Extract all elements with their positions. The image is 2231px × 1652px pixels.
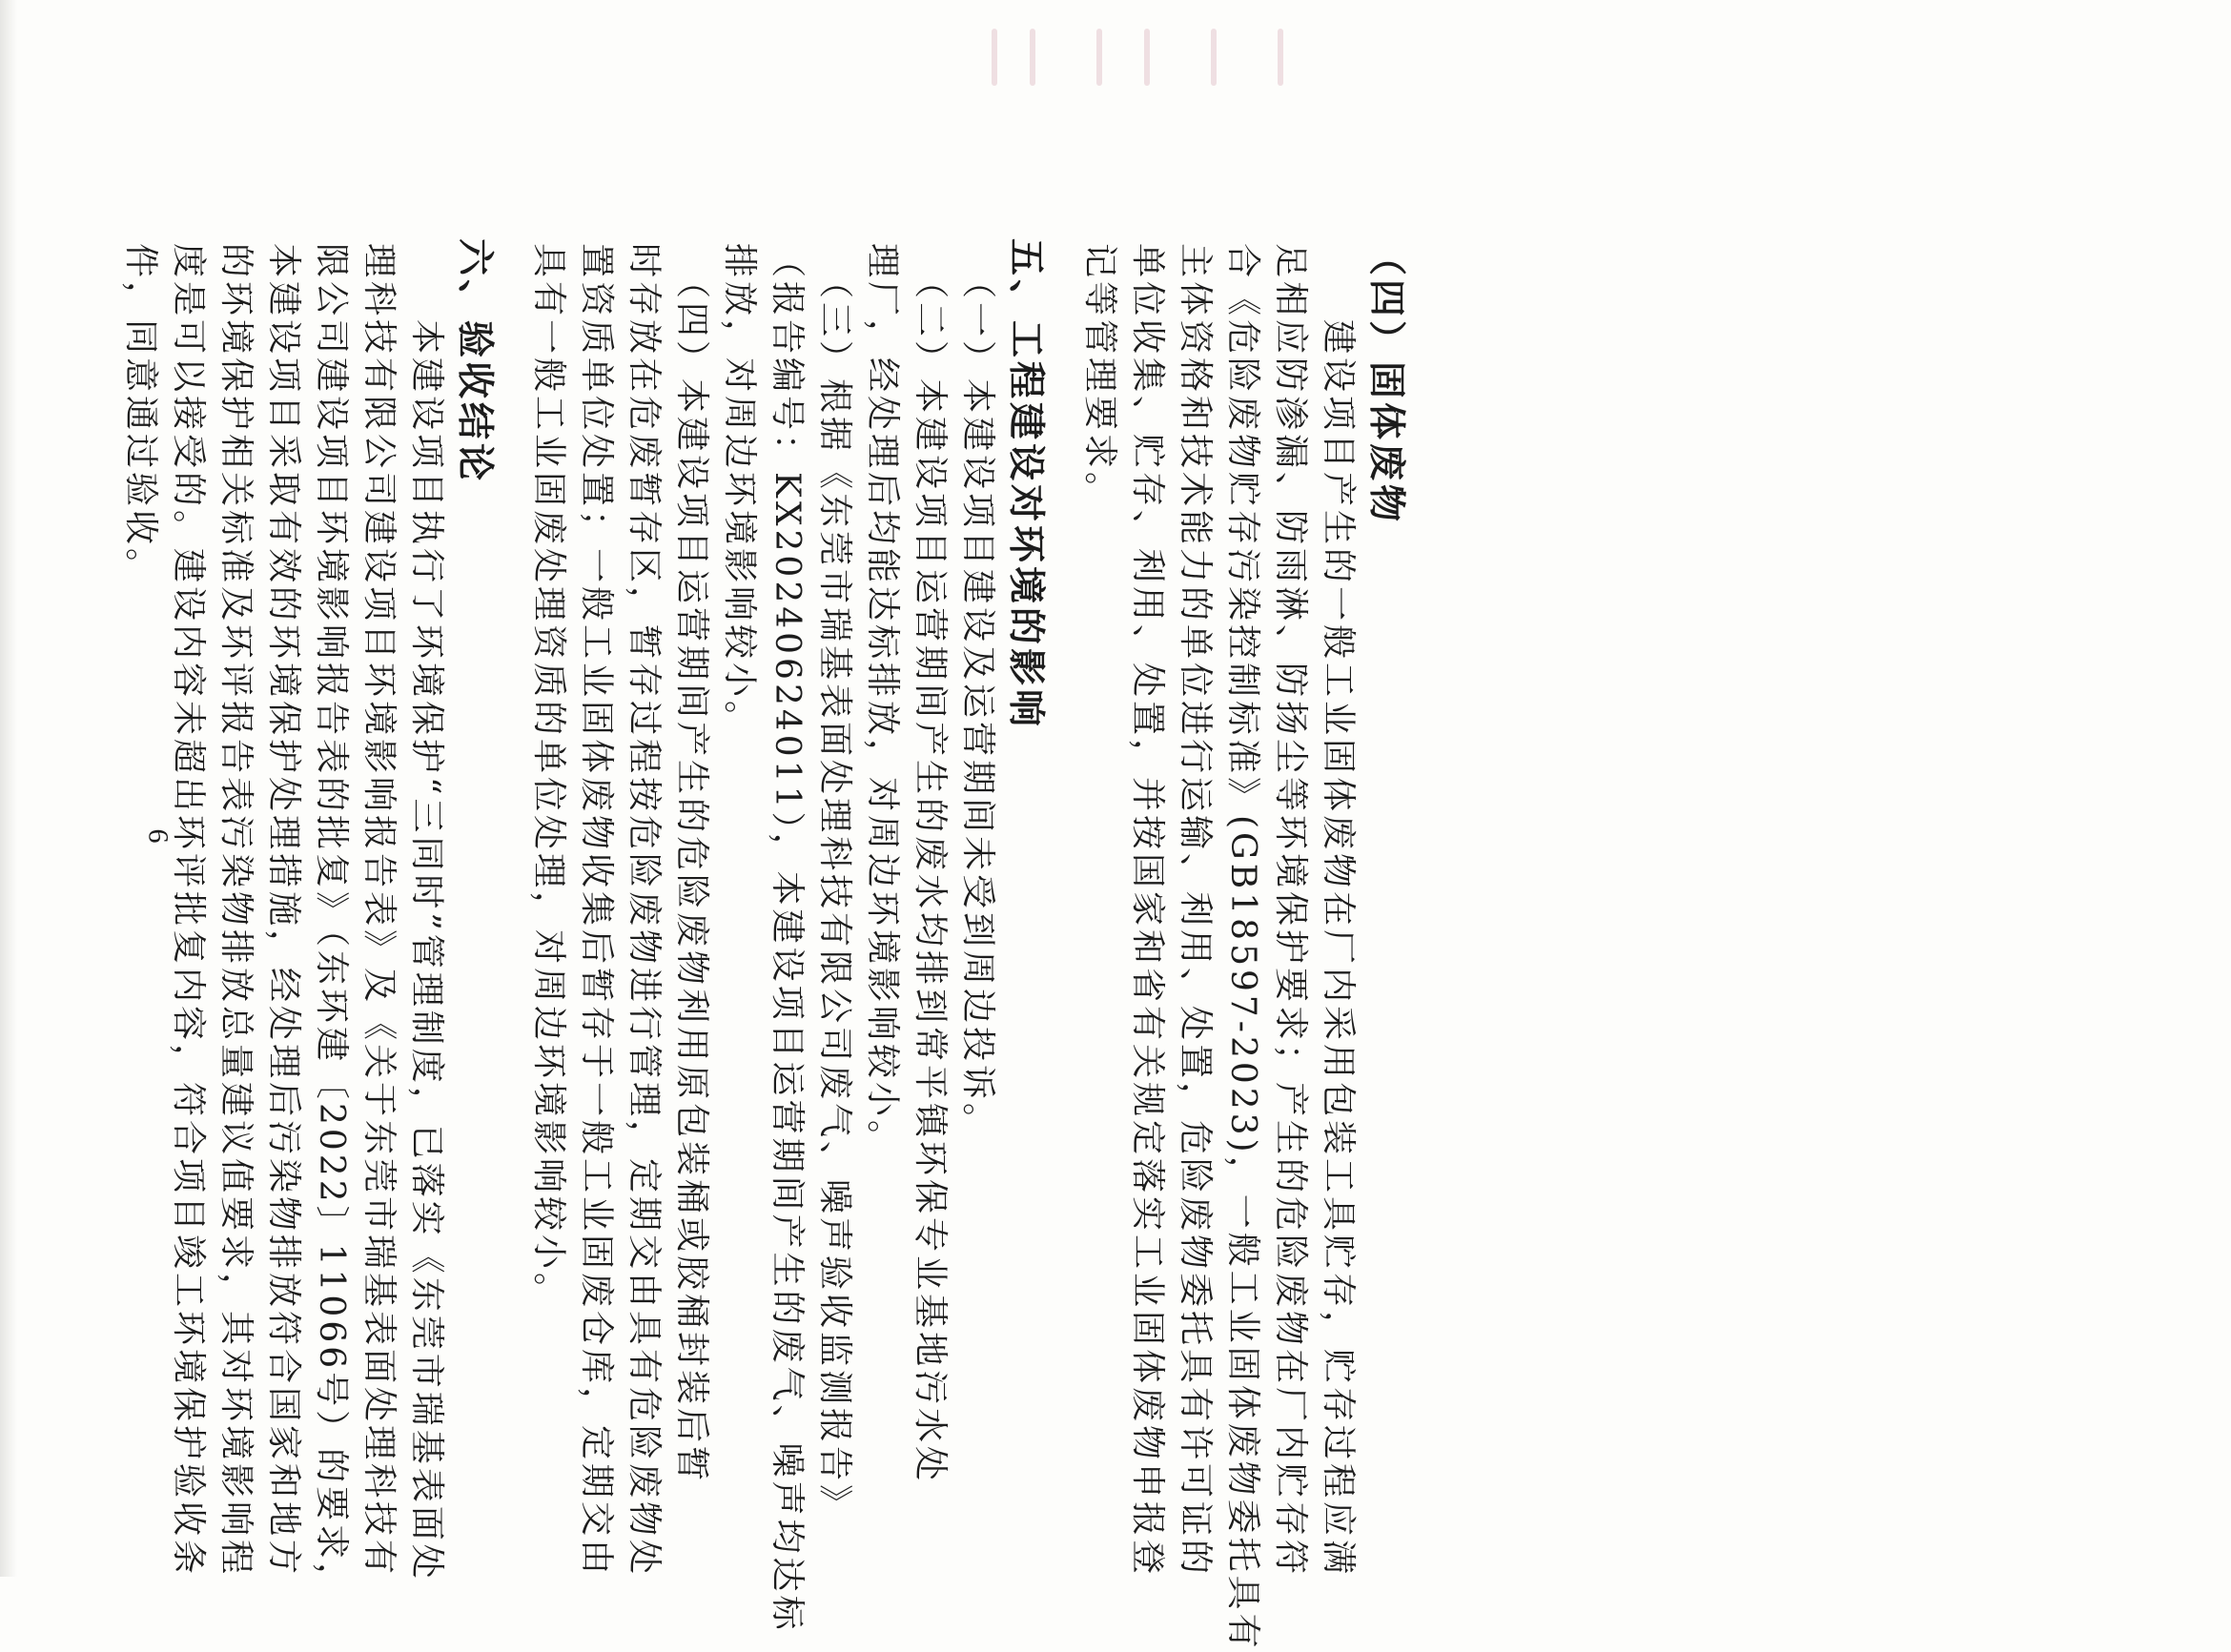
text-line: 合《危险废物贮存污染控制标准》(GB18597-2023)，一般工业固体废物委托具有 [1223,243,1262,1652]
text-line: 置资质单位处置；一般工业固体废物收集后暂存于一般工业固废仓库，定期交由 [577,243,616,1579]
text-line: 时存放在危废暂存区，暂存过程按危险废物进行管理，定期交由具有危险废物处 [624,243,664,1579]
text-line: 理厂，经处理后均能达标排放，对周边环境影响较小。 [863,243,902,1159]
text-line: 建设项目产生的一般工业固体废物在厂内采用包装工具贮存，贮存过程应满 [1319,243,1358,1579]
section-heading: （四）固体废物 [1364,238,1407,526]
faint-stamp-mark [992,29,1316,86]
text-line: 度是可以接受的。建设内容未超出环评批复内容，符合项目竣工环境保护验收条 [169,243,208,1579]
page-number: 6 [142,828,174,844]
text-line: （三）根据《东莞市瑞基表面处理科技有限公司废气、噪声验收监测报告》 [815,243,854,1523]
text-line: （报告编号：KX20240624011），本建设项目运营期间产生的废气、噪声均达标 [768,243,807,1634]
section-heading: 六、验收结论 [453,238,496,485]
text-line: 本建设项目执行了环境保护“三同时”管理制度，已落实《东莞市瑞基表面处 [407,243,446,1582]
text-line: 足相应防渗漏、防雨淋、防扬尘等环境保护要求；产生的危险废物在厂内贮存符 [1271,243,1310,1579]
text-line: 理科技有限公司建设项目环境影响报告表》及《关于东莞市瑞基表面处理科技有 [359,243,399,1579]
text-line: 单位收集、贮存、利用、处置，并按国家和省有关规定落实工业固体废物申报登 [1128,243,1167,1579]
text-line: （四）本建设项目运营期间产生的危险废物利用原包装桶或胶桶封装后暂 [672,243,711,1485]
scan-shadow [0,0,17,1577]
text-line: 限公司建设项目环境影响报告表的批复》（东环建〔2022〕11066号）的要求， [312,243,351,1601]
text-line: 记等管理要求。 [1080,243,1119,511]
text-line: 主体资格和技术能力的单位进行运输、利用、处置，危险废物委托具有许可证的 [1176,243,1215,1579]
text-line: 具有一般工业固废处理资质的单位处理，对周边环境影响较小。 [529,243,568,1312]
text-line: 的环境保护相关标准及环评报告表污染物排放总量建议值要求，其对环境影响程 [216,243,256,1579]
section-heading: 五、工程建设对环境的影响 [1004,238,1047,731]
text-line: 件，同意通过验收。 [121,243,160,587]
text-line: 排放，对周边环境影响较小。 [720,243,759,740]
text-line: （二）本建设项目运营期间产生的废水均排到常平镇环保专业基地污水处 [911,243,950,1485]
text-line: 本建设项目采取有效的环境保护处理措施，经处理后污染物排放符合国家和地方 [264,243,303,1579]
text-line: （一）本建设项目建设及运营期间未受到周边投诉。 [958,243,997,1142]
